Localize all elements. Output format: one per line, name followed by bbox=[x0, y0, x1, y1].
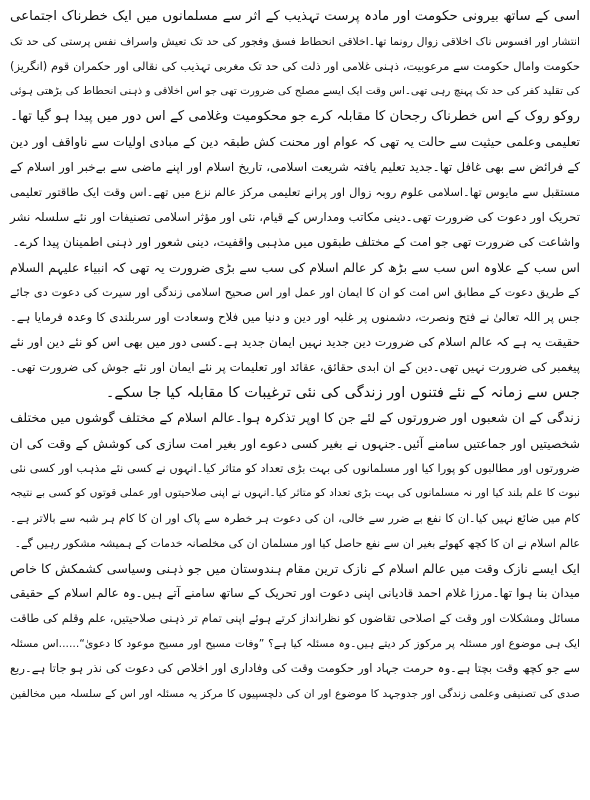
text-line: واشاعت کی ضرورت تھی جو امت کے مختلف طبقوں میں مذہبی واقفیت، دینی شعور اور ذہنی اطمینان پیدا کرے۔ bbox=[12, 234, 580, 249]
paragraph-4 bbox=[10, 406, 580, 557]
text-line: تحریک اور دعوت کی ضرورت تھی۔دینی مکاتب ومدارس کے قیام، نئی اور مؤثر اسلامی تصنیفات اور نئے سلسلہ نشر bbox=[10, 209, 580, 224]
text-line: جس سے زمانہ کے نئے فتنوں اور زندگی کی نئی ترغیبات کا مقابلہ کیا جا سکے۔ bbox=[105, 384, 580, 402]
text-line: سے جو کچھ وقت بچتا ہے۔وہ حرمت جہاد اور حکومت وقت کی وفاداری اور اخلاص کی دعوت کی نذر ہو جاتا ہے۔ربع bbox=[10, 661, 580, 676]
text-line: نبوت کا علم بلند کیا اور نہ مسلمانوں کی بہت بڑی تعداد کو متاثر کیا۔انہوں نے اپنی صلاحیتوں اور عملی قوتوں کو کسی بے نتیجہ bbox=[10, 486, 580, 499]
text-line: کے طریق دعوت کے مطابق اس امت کو ان کا ایمان اور عمل اور اس صحیح اسلامی زندگی اور سیرت کی دعوت دی جائے bbox=[10, 286, 580, 300]
text-line: مسائل ومشکلات اور وقت کے اصلاحی تقاضوں کو نظرانداز کرتے ہوئے اپنی تمام تر ذہنی صلاحیتیں، علم وقلم کی طاقت bbox=[10, 611, 580, 626]
paragraph-2 bbox=[10, 129, 580, 254]
text-line: ضرورتوں اور مطالبوں کو پورا کیا اور مسلمانوں کی بہت بڑی تعداد کو متاثر کیا۔انہوں نے کسی نئے مذہب اور کسی نئی bbox=[10, 460, 580, 475]
paragraph-5 bbox=[10, 556, 580, 707]
text-line: اسی کے ساتھ بیرونی حکومت اور مادہ پرست تہذیب کے اثر سے مسلمانوں میں ایک خطرناک اجتماعی bbox=[10, 9, 580, 24]
paragraph-3 bbox=[10, 255, 580, 406]
text-line: عالم اسلام نے ان کا کچھ کھوئے بغیر ان سے نفع حاصل کیا اور مسلمان ان کی مخلصانہ خدمات کے ہمیشہ مشکور رہیں گے۔ bbox=[14, 536, 580, 550]
text-line: شخصیتیں اور جماعتیں سامنے آئیں۔جنہوں نے بغیر کسی دعوے اور بغیر امت سازی کی کوشش کے وقت کی ان bbox=[10, 435, 580, 451]
text-line: اس سب کے علاوہ اس سب سے بڑھ کر عالم اسلام کی سب سے بڑی ضرورت یہ تھی کہ انبیاء علیہم السلام bbox=[10, 259, 580, 275]
text-line: ایک ہی موضوع اور مسئلہ پر مرکوز کر دیتے ہیں۔وہ مسئلہ کیا ہے؟ ”وفات مسیح اور مسیح موعود کا دعویٰ“......اس مسئلہ bbox=[10, 637, 580, 651]
text-line: حقیقت یہ ہے کہ عالم اسلام کی ضرورت دین جدید نہیں ایمان جدید ہے۔کسی دور میں بھی اس کو نئے دین اور نئے bbox=[10, 335, 580, 350]
text-line: کی تقلید کفر کی حد تک پہنچ رہی تھی۔اس وقت ایک ایسے مصلح کی ضرورت تھی جو اس اخلاقی و ذہنی انحطاط کی بڑھتی ہوئی bbox=[10, 85, 580, 98]
paragraph-1 bbox=[10, 4, 580, 129]
text-line: پیغمبر کی ضرورت نہیں تھی۔دین کے ان ابدی حقائق، عقائد اور تعلیمات پر نئے ایمان اور نئے جوش کی ضرورت تھی۔ bbox=[10, 360, 580, 375]
text-line: انتشار اور افسوس ناک اخلاقی زوال رونما تھا۔اخلاقی انحطاط فسق وفجور کی حد تک تعیش واسراف نفس پرستی کی حد تک bbox=[10, 35, 580, 49]
text-line: حکومت وامال حکومت سے مرعوبیت، ذہنی غلامی اور ذلت کی حد تک مغربی تہذیب کی نقالی اور حکمران قوم (انگریز) bbox=[10, 59, 580, 74]
text-line: تعلیمی وعلمی حیثیت سے حالت یہ تھی کہ عوام اور محنت کش طبقہ دین کے مبادی اولیات سے ناواقف اور دین bbox=[10, 134, 580, 150]
text-line: کام میں ضائع نہیں کیا۔ان کا نفع بے ضرر سے خالی، ان کی دعوت ہر خطرہ سے پاک اور ان کا کام ہر شبہ سے بالاتر ہے۔ bbox=[10, 511, 580, 525]
text-line: کے فرائض سے بھی غافل تھا۔جدید تعلیم یافتہ شریعت اسلامی، تاریخ اسلام اور اپنے ماضی سے بےخبر اور اسلام کے bbox=[10, 159, 580, 174]
text-line: صدی کی تصنیفی وعلمی زندگی اور جدوجہد کا موضوع اور ان کی دلچسپیوں کا مرکز یہ مسئلہ اور اس کے سلسلہ میں مخالفین bbox=[10, 687, 580, 700]
text-line: مستقبل سے مایوس تھا۔اسلامی علوم روبہ زوال اور پرانے تعلیمی مرکز عالم نزع میں تھے۔اس وقت ایک طاقتور تعلیمی bbox=[10, 184, 580, 199]
text-line: جس پر اللہ تعالیٰ نے فتح ونصرت، دشمنوں پر غلبہ اور دین و دنیا میں فلاح وسعادت اور سربلندی کا وعدہ فرمایا ہے۔ bbox=[10, 310, 580, 325]
text-line: ایک ایسے نازک وقت میں عالم اسلام کے نازک ترین مقام ہندوستان میں جو ذہنی وسیاسی کشمکش کا خاص bbox=[10, 561, 580, 577]
text-line: میدان بنا ہوا تھا۔مرزا غلام احمد قادیانی اپنی دعوت اور تحریک کے ساتھ سامنے آتے ہیں۔وہ عالم اسلام کے حقیقی bbox=[10, 586, 580, 601]
text-line: روکو روک کے اس خطرناک رجحان کا مقابلہ کرے جو محکومیت وغلامی کے اس دور میں پیدا ہو گیا تھا۔ bbox=[10, 109, 580, 125]
text-line: زندگی کے ان شعبوں اور ضرورتوں کے لئے جن کا اوپر تذکرہ ہوا۔عالم اسلام کے مختلف گوشوں میں مختلف bbox=[10, 410, 580, 426]
